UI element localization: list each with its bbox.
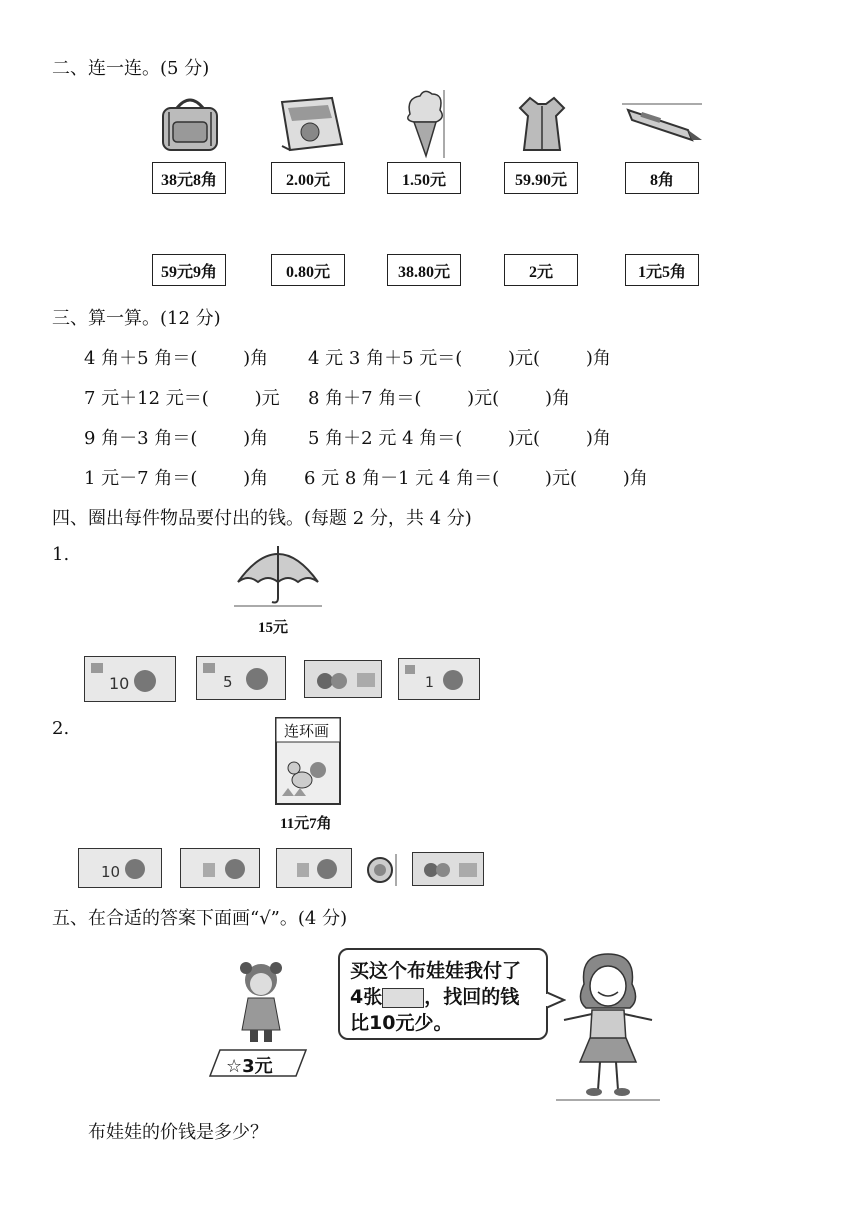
- math-problem: 8 角＋7 角＝( )元( )角: [308, 388, 570, 409]
- girl-icon: [554, 950, 662, 1102]
- price-label: 11元7角: [280, 816, 332, 832]
- book-icon: [272, 96, 344, 154]
- math-problem: 7 元＋12 元＝( )元: [84, 388, 280, 409]
- svg-text:10: 10: [101, 863, 121, 881]
- price-box: 59.90元: [504, 162, 578, 194]
- question-number: 2.: [52, 718, 70, 739]
- section5-title: 五、在合适的答案下面画“√”。(4 分): [52, 908, 348, 929]
- price-box: 1元5角: [625, 254, 699, 286]
- ten-yuan-bill-icon[interactable]: [78, 848, 162, 888]
- math-problem: 6 元 8 角－1 元 4 角＝( )元( )角: [304, 468, 648, 489]
- question-text: 布娃娃的价钱是多少？: [88, 1122, 268, 1143]
- umbrella-icon: [234, 540, 322, 608]
- price-box: 38.80元: [387, 254, 461, 286]
- ten-yuan-bill-icon[interactable]: [84, 656, 176, 702]
- price-box: 38元8角: [152, 162, 226, 194]
- math-problem: 4 元 3 角＋5 元＝( )元( )角: [308, 348, 611, 369]
- svg-text:1: 1: [425, 675, 434, 691]
- ice-cream-icon: [402, 88, 448, 160]
- price-box: 59元9角: [152, 254, 226, 286]
- pen-icon: [622, 100, 704, 144]
- question-number: 1.: [52, 544, 70, 565]
- speech-text: 4张: [350, 986, 383, 1008]
- one-jiao-bill-icon[interactable]: [412, 852, 484, 886]
- math-problem: 4 角＋5 角＝( )角: [84, 348, 269, 369]
- price-label: 15元: [258, 620, 289, 636]
- coin-icon[interactable]: [366, 854, 398, 886]
- price-box: 0.80元: [271, 254, 345, 286]
- speech-line: 买这个布娃娃我付了: [350, 960, 522, 982]
- section4-title: 四、圈出每件物品要付出的钱。(每题 2 分，共 4 分): [52, 508, 472, 529]
- math-problem: 5 角＋2 元 4 角＝( )元( )角: [308, 428, 611, 449]
- math-problem: 9 角－3 角＝( )角: [84, 428, 269, 449]
- price-box: 2元: [504, 254, 578, 286]
- one-yuan-bill-icon[interactable]: [398, 658, 480, 700]
- section3-title: 三、算一算。(12 分): [52, 308, 221, 329]
- doll-price: ☆3元: [226, 1056, 273, 1077]
- dress-icon: [512, 94, 572, 154]
- comic-book-title: 连环画: [284, 722, 330, 740]
- price-box: 2.00元: [271, 162, 345, 194]
- price-box: 1.50元: [387, 162, 461, 194]
- one-yuan-bill-icon[interactable]: [276, 848, 352, 888]
- five-yuan-bill-icon[interactable]: [196, 656, 286, 700]
- speech-bubble: [338, 948, 548, 1040]
- math-problem: 1 元－7 角＝( )角: [84, 468, 269, 489]
- svg-text:5: 5: [223, 673, 233, 691]
- price-box: 8角: [625, 162, 699, 194]
- one-yuan-bill-icon[interactable]: [180, 848, 260, 888]
- speech-line: [350, 984, 536, 1010]
- speech-text: ，找回的钱: [424, 986, 520, 1008]
- doll-icon: [236, 958, 286, 1044]
- backpack-icon: [155, 92, 225, 154]
- one-yuan-old-bill-icon[interactable]: [304, 660, 382, 698]
- section2-title: 二、连一连。(5 分): [52, 58, 210, 79]
- two-yuan-bill-icon: [382, 988, 424, 1008]
- svg-text:10: 10: [109, 674, 130, 693]
- speech-line: 比10元少。: [350, 1012, 453, 1034]
